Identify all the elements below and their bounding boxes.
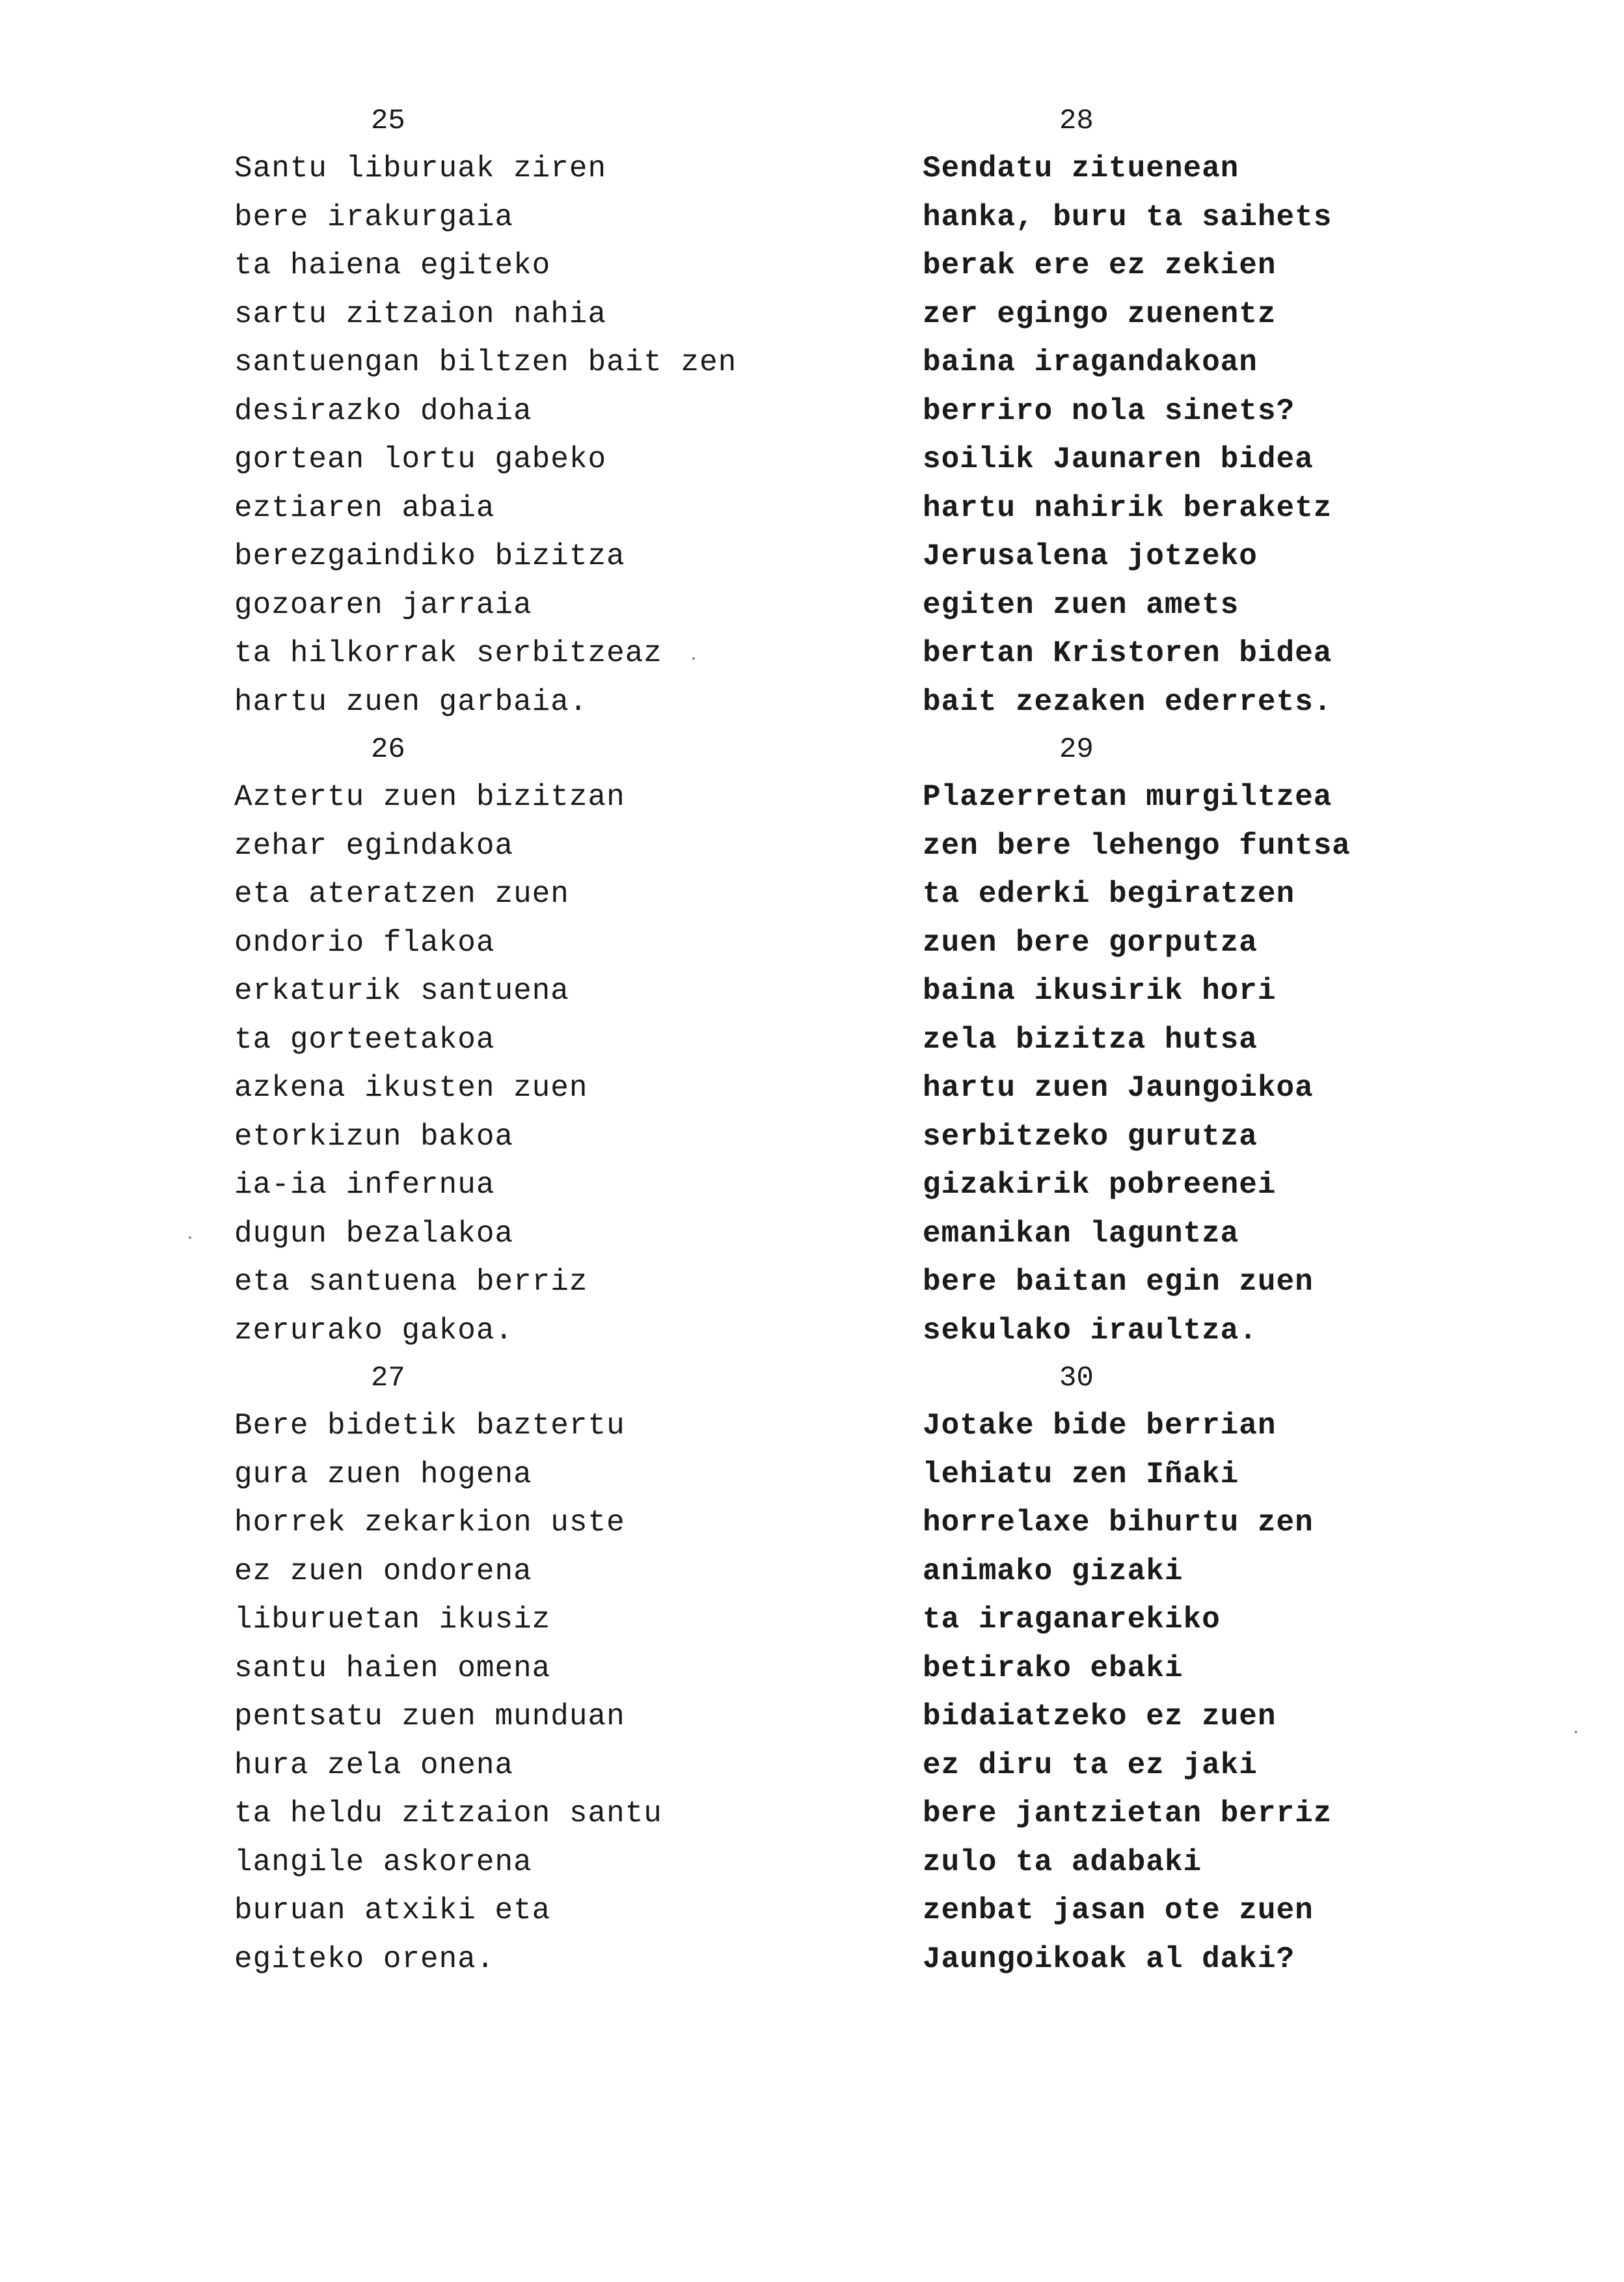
- verse-line: santuengan biltzen bait zen: [234, 346, 737, 379]
- verse-line: Aztertu zuen bizitzan: [234, 780, 625, 814]
- verse-line: serbitzeko gurutza: [923, 1119, 1258, 1154]
- verse-line: bere baitan egin zuen: [923, 1265, 1314, 1299]
- scan-speck: [189, 1236, 191, 1239]
- verse-line: bertan Kristoren bidea: [923, 636, 1333, 670]
- verse-line: animako gizaki: [923, 1554, 1184, 1588]
- verse-line: eta santuena berriz: [234, 1265, 588, 1299]
- verse-line: lehiatu zen Iñaki: [923, 1457, 1239, 1491]
- verse-line: ez diru ta ez jaki: [923, 1748, 1258, 1782]
- verse-line: baina ikusirik hori: [923, 974, 1277, 1008]
- verse-line: Plazerretan murgiltzea: [923, 780, 1333, 814]
- stanza-25: [234, 98, 872, 726]
- verse-line: bere irakurgaia: [234, 200, 514, 234]
- verse-line: sartu zitzaion nahia: [234, 297, 607, 331]
- verse-line: Bere bidetik baztertu: [234, 1409, 625, 1443]
- verse-line: azkena ikusten zuen: [234, 1071, 588, 1105]
- verse-line: ta heldu zitzaion santu: [234, 1797, 662, 1830]
- verse-line: bidaiatzeko ez zuen: [923, 1700, 1277, 1733]
- verse-line: zen bere lehengo funtsa: [923, 828, 1351, 863]
- verse-line: emanikan laguntza: [923, 1216, 1239, 1251]
- verse-line: hanka, buru ta saihets: [923, 200, 1333, 234]
- verse-line: hartu zuen Jaungoikoa: [923, 1071, 1314, 1105]
- verse-line: ta gorteetakoa: [234, 1022, 495, 1057]
- verse-line: Santu liburuak ziren: [234, 152, 607, 185]
- verse-line: egiteko orena.: [234, 1942, 495, 1976]
- verse-line: sekulako iraultza.: [923, 1313, 1258, 1348]
- verse-line: dugun bezalakoa: [234, 1216, 514, 1251]
- verse-line: horrelaxe bihurtu zen: [923, 1506, 1314, 1540]
- verse-line: ta hilkorrak serbitzeaz: [234, 636, 662, 670]
- verse-line: ta ederki begiratzen: [923, 877, 1295, 911]
- verse-line: hartu zuen garbaia.: [234, 685, 588, 719]
- verse-line: desirazko dohaia: [234, 394, 532, 428]
- stanza-29: [923, 726, 1560, 1355]
- verse-line: buruan atxiki eta: [234, 1894, 551, 1927]
- verse-line: zenbat jasan ote zuen: [923, 1894, 1314, 1927]
- right-column: [923, 98, 1560, 1983]
- verse-line: hura zela onena: [234, 1748, 514, 1782]
- verse-line: gozoaren jarraia: [234, 588, 532, 622]
- verse-line: ta haiena egiteko: [234, 249, 551, 282]
- verse-line: baina iragandakoan: [923, 346, 1258, 379]
- stanza-number: 28: [1059, 105, 1094, 137]
- verse-line: bait zezaken ederrets.: [923, 685, 1333, 719]
- stanza-28: [923, 98, 1560, 726]
- verse-line: bere jantzietan berriz: [923, 1797, 1333, 1830]
- verse-line: Jerusalena jotzeko: [923, 539, 1258, 573]
- verse-line: zerurako gakoa.: [234, 1313, 514, 1348]
- verse-line: langile askorena: [234, 1845, 532, 1879]
- verse-line: ia-ia infernua: [234, 1168, 495, 1202]
- verse-line: zuen bere gorputza: [923, 925, 1258, 960]
- verse-line: berezgaindiko bizitza: [234, 539, 625, 573]
- stanza-number: 25: [371, 105, 405, 137]
- scan-speck: [1575, 1731, 1577, 1733]
- verse-line: egiten zuen amets: [923, 588, 1239, 622]
- verse-line: ta iraganarekiko: [923, 1603, 1221, 1637]
- stanza-26: [234, 726, 872, 1355]
- stanza-number: 26: [371, 733, 405, 766]
- left-column: [234, 98, 872, 1983]
- verse-line: eta ateratzen zuen: [234, 877, 569, 911]
- verse-line: gortean lortu gabeko: [234, 442, 607, 476]
- verse-line: Jaungoikoak al daki?: [923, 1942, 1295, 1976]
- stanza-number: 30: [1059, 1362, 1094, 1394]
- stanza-number: 29: [1059, 733, 1094, 766]
- verse-line: zulo ta adabaki: [923, 1845, 1202, 1879]
- verse-line: zehar egindakoa: [234, 828, 514, 863]
- verse-line: eztiaren abaia: [234, 491, 495, 525]
- verse-line: zer egingo zuenentz: [923, 297, 1277, 331]
- verse-line: betirako ebaki: [923, 1651, 1184, 1685]
- stanza-27: [234, 1355, 872, 1983]
- verse-line: soilik Jaunaren bidea: [923, 442, 1314, 476]
- verse-line: ez zuen ondorena: [234, 1554, 532, 1588]
- verse-line: etorkizun bakoa: [234, 1119, 514, 1154]
- verse-line: santu haien omena: [234, 1651, 551, 1685]
- verse-line: liburuetan ikusiz: [234, 1603, 551, 1637]
- verse-line: berriro nola sinets?: [923, 394, 1295, 428]
- verse-line: erkaturik santuena: [234, 974, 569, 1008]
- verse-line: hartu nahirik beraketz: [923, 491, 1333, 525]
- verse-line: berak ere ez zekien: [923, 249, 1277, 282]
- verse-line: gura zuen hogena: [234, 1457, 532, 1491]
- verse-line: Sendatu zituenean: [923, 152, 1239, 185]
- stanza-number: 27: [371, 1362, 405, 1394]
- verse-line: pentsatu zuen munduan: [234, 1700, 625, 1733]
- verse-line: zela bizitza hutsa: [923, 1022, 1258, 1057]
- stanza-30: [923, 1355, 1560, 1983]
- verse-line: gizakirik pobreenei: [923, 1168, 1277, 1202]
- verse-line: Jotake bide berrian: [923, 1409, 1277, 1443]
- verse-line: horrek zekarkion uste: [234, 1506, 625, 1540]
- scan-speck: [692, 657, 695, 660]
- verse-line: ondorio flakoa: [234, 925, 495, 960]
